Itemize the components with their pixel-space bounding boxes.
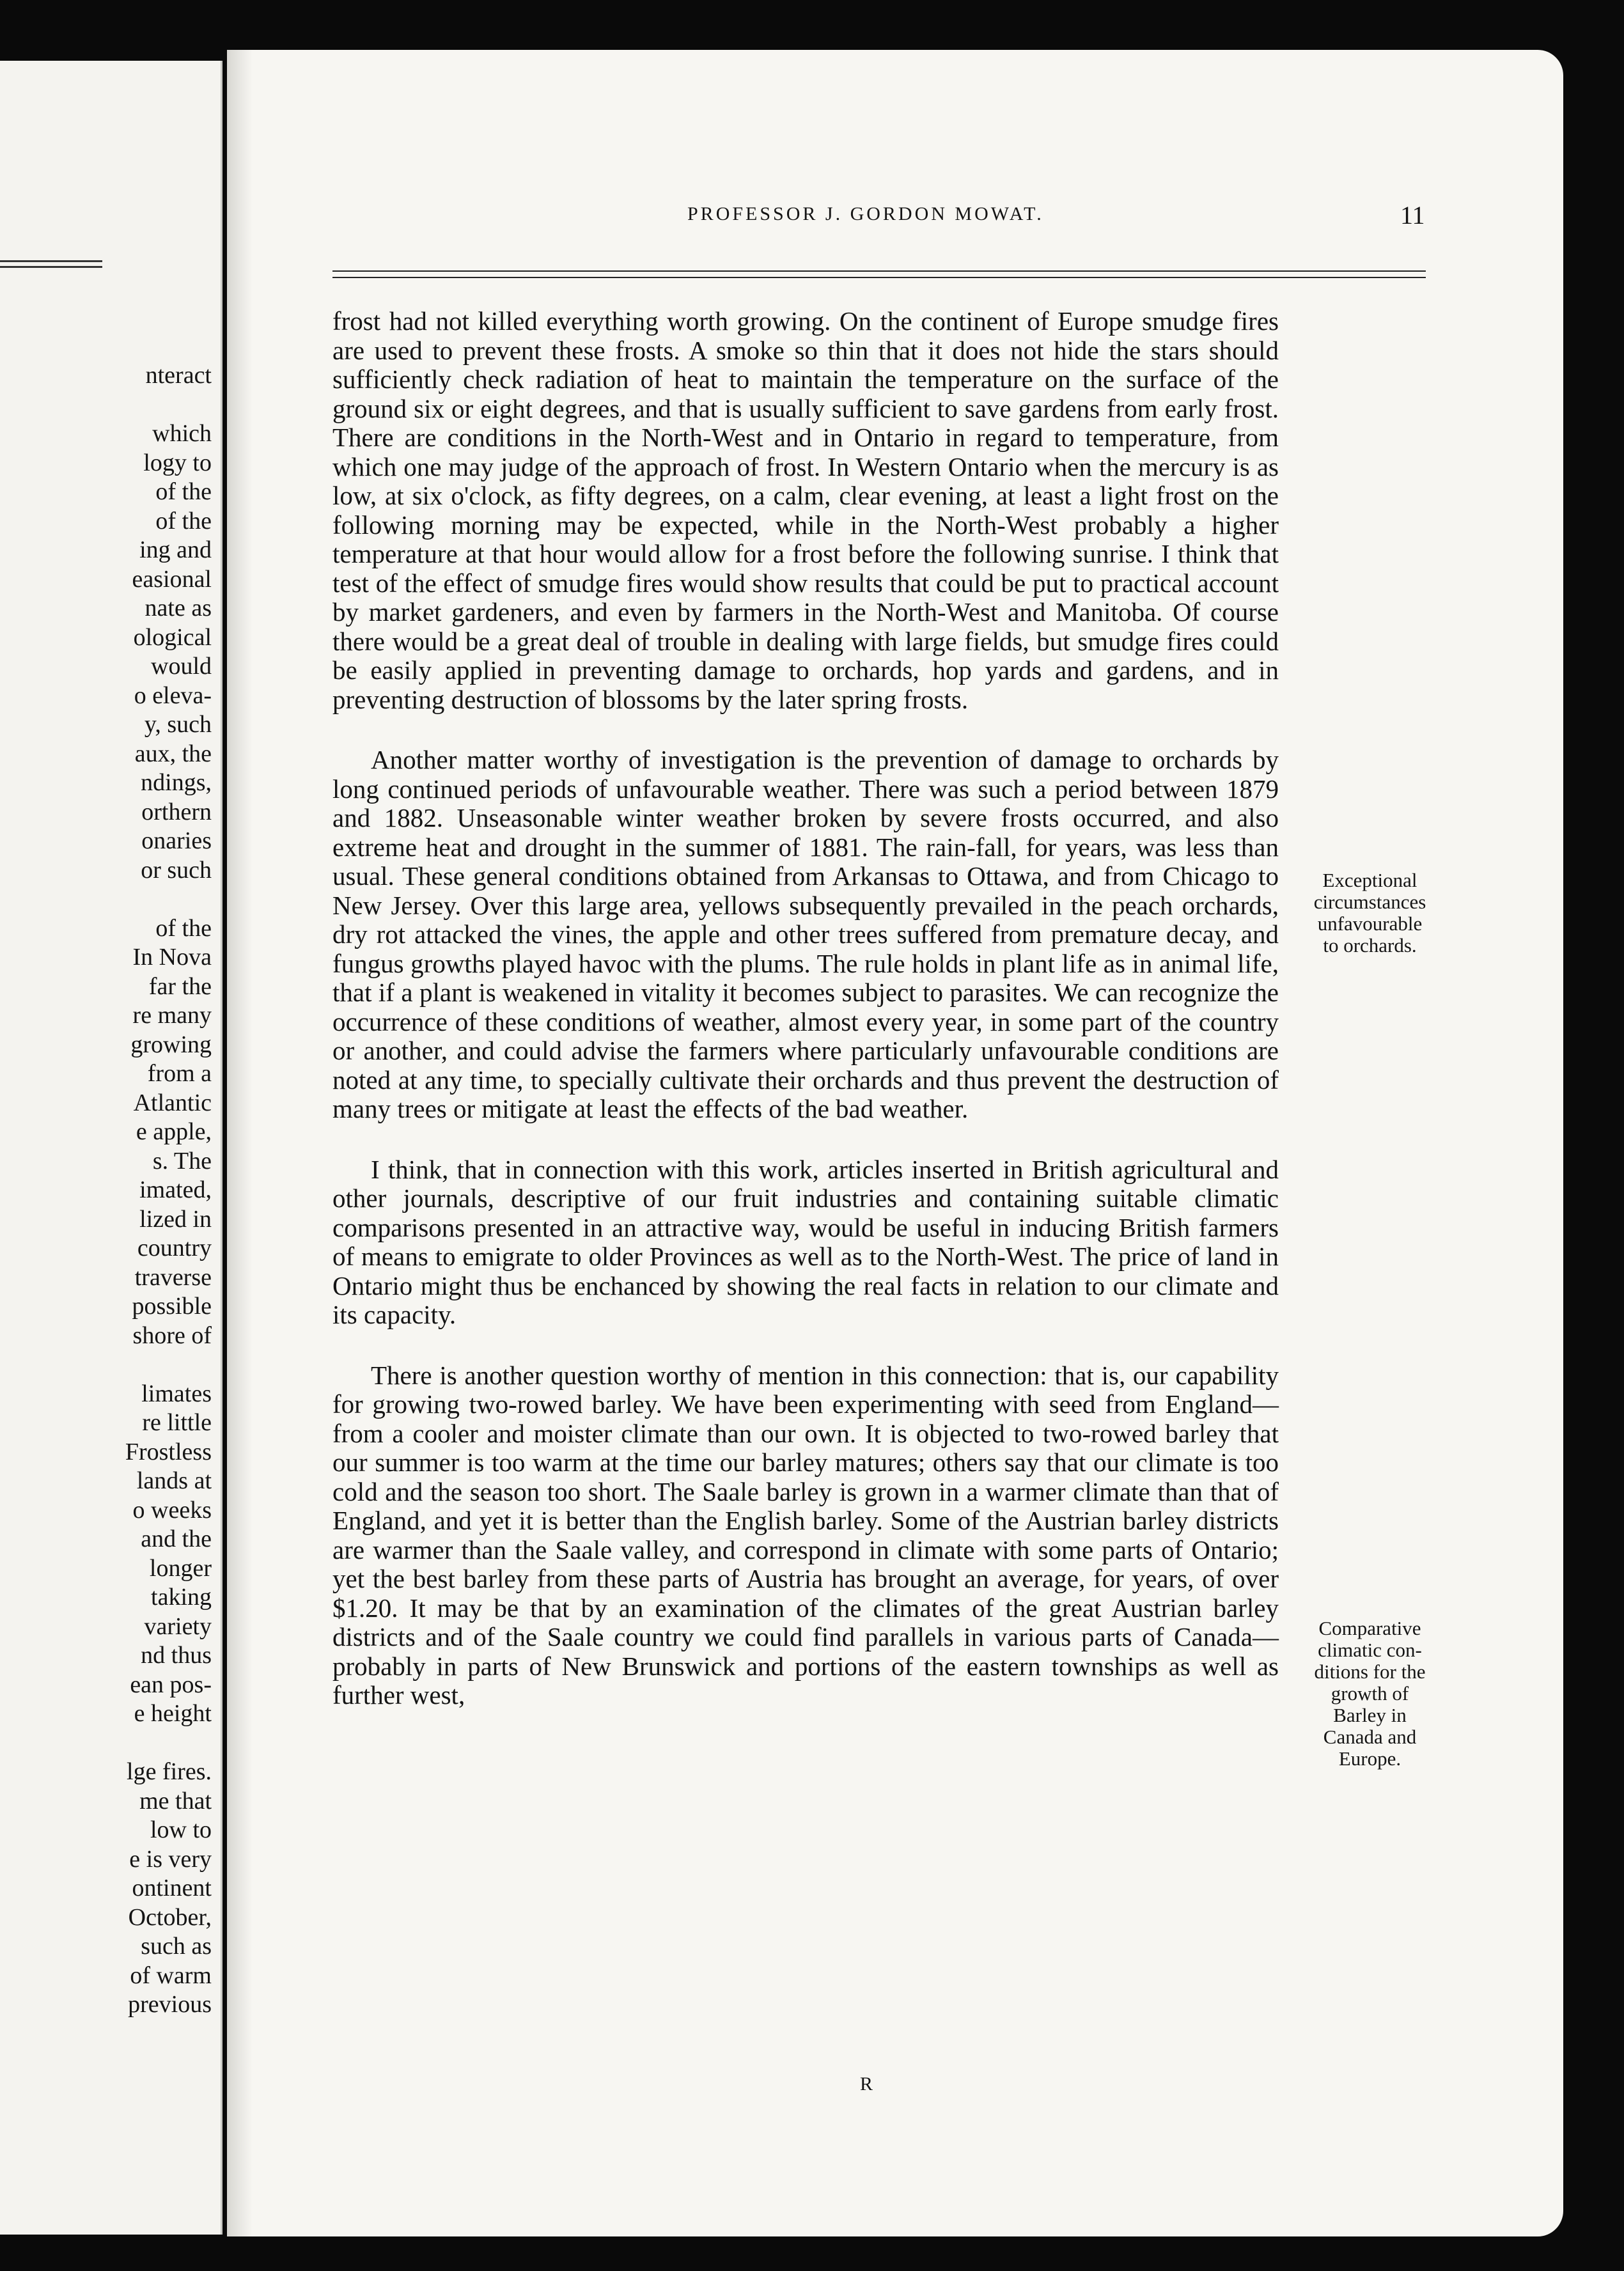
marginal-note-line: circumstances bbox=[1313, 891, 1426, 913]
paragraph: There is another question worthy of mention in this connection: that is, our capability for growing two-rowed barley. We have been experimenting with seed from England—from a cooler and moister climate than our own. It is objected to two-rowed barley that our summer is too warm at the time our barley matures; others say that our climate is too cold and the season too short. The Saale barley is grown in a warmer climate than that of England, and yet it is better than the English barley. Some of the Austrian barley districts are warmer than the Saale valley, and correspond in climate with some parts of Ontario; yet the best barley from these parts of Austria has brought an average, for years, of over $1.20. It may be that by an examination of the climates of the great Austrian barley districts and of the Saale country we could find parallels in various parts of Canada—probably in parts of New Brunswick and portions of the eastern townships as well as further west, bbox=[332, 1360, 1279, 1710]
facing-page-line: easional bbox=[132, 565, 212, 593]
facing-page-line: nd thus bbox=[141, 1642, 212, 1669]
marginal-note-line: climatic con- bbox=[1318, 1639, 1422, 1661]
marginal-note-line: Barley in bbox=[1333, 1704, 1407, 1726]
facing-page-line: traverse bbox=[134, 1263, 212, 1291]
facing-page-line: would bbox=[151, 653, 212, 680]
paragraph: frost had not killed everything worth growing. On the continent of Europe smudge fires are used to prevent these frosts. A smoke so thin that it does not hide the stars should sufficiently check radiation of heat to maintain the temperature on the surface of the ground six or eight degrees, and that is usually sufficient to save gardens from early frost. There are conditions in the North-West and in Ontario in regard to temperature, from which one may judge of the approach of frost. In Western Ontario when the mercury is as low, at six o'clock, as fifty degrees, on a calm, clear evening, at least a light frost on the following morning may be expected, while in the North-West probably a higher temperature at that hour would allow for a frost before the following sunrise. I think that test of the effect of smudge fires would show results that could be put to practical account by market gardeners, and even by farmers in the North-West and Manitoba. Of course there would be a great deal of trouble in dealing with large fields, but smudge fires could be easily applied in preventing damage to orchards, hop yards and gardens, and in preventing destruction of blossoms by the later spring frosts. bbox=[332, 306, 1279, 714]
facing-page-line: Frostless bbox=[125, 1438, 212, 1465]
facing-page-line: longer bbox=[149, 1554, 212, 1582]
marginal-note-line: Europe. bbox=[1338, 1747, 1401, 1770]
marginal-note-line: to orchards. bbox=[1323, 934, 1417, 956]
facing-page-line: of the bbox=[155, 914, 212, 942]
facing-page-line: ing and bbox=[139, 536, 212, 563]
facing-page-line: y, such bbox=[144, 711, 212, 738]
facing-page-line: aux, the bbox=[134, 740, 212, 767]
facing-page-line: o eleva- bbox=[134, 682, 212, 709]
facing-page-line: onaries bbox=[141, 827, 212, 854]
facing-page-line: nteract bbox=[145, 362, 212, 389]
facing-page-line: or such bbox=[141, 856, 212, 884]
facing-page-line: of the bbox=[155, 478, 212, 505]
facing-page-line: and the bbox=[141, 1526, 212, 1552]
facing-page-line: me that bbox=[139, 1787, 212, 1814]
facing-page-line: far the bbox=[148, 972, 212, 1000]
marginal-note-line: growth of bbox=[1331, 1682, 1409, 1705]
gutter-shadow bbox=[227, 50, 253, 2236]
facing-page-line: from a bbox=[147, 1060, 212, 1087]
facing-page-line: e apple, bbox=[136, 1118, 212, 1145]
marginal-note-line: Canada and bbox=[1323, 1726, 1417, 1748]
marginal-note-line: Exceptional bbox=[1322, 869, 1417, 891]
facing-page-fragment bbox=[0, 61, 223, 2235]
facing-page-line: possible bbox=[132, 1293, 212, 1320]
facing-page-line: re little bbox=[142, 1409, 212, 1436]
facing-page-line: re many bbox=[132, 1002, 212, 1029]
facing-page-line: lized in bbox=[139, 1205, 212, 1233]
facing-page-line bbox=[1, 1350, 212, 1380]
facing-page-line: ological bbox=[133, 623, 212, 651]
facing-page-line: variety bbox=[144, 1612, 212, 1640]
facing-page-line: e height bbox=[134, 1700, 212, 1727]
facing-page-text bbox=[1, 361, 212, 2020]
facing-page-line: In Nova bbox=[132, 944, 212, 971]
marginal-note-line: Comparative bbox=[1318, 1617, 1421, 1639]
facing-page-line: ean pos- bbox=[130, 1671, 212, 1698]
marginal-note-comparative bbox=[1285, 1618, 1455, 1770]
running-head: PROFESSOR J. GORDON MOWAT. bbox=[687, 203, 1044, 224]
facing-page-line: ndings, bbox=[141, 769, 212, 796]
marginal-note-line: ditions for the bbox=[1314, 1660, 1426, 1683]
facing-page-line: of the bbox=[155, 507, 212, 535]
body-text bbox=[332, 307, 1279, 1710]
facing-page-line: o weeks bbox=[132, 1496, 212, 1524]
facing-page-line: s. The bbox=[152, 1147, 212, 1175]
facing-page-line: Atlantic bbox=[133, 1089, 212, 1116]
marginal-note-exceptional bbox=[1285, 870, 1455, 956]
paragraph: Another matter worthy of investigation is the prevention of damage to orchards by long continued periods of unfavourable weather. There was such a period between 1879 and 1882. Unseasonable winter weather broken by severe frosts occurred, and also extreme heat and drought in the summer of 1881. The rain-fall, for years, was less than usual. These general conditions obtained from Arkansas to Ottawa, and from Chicago to New Jersey. Over this large area, yellows subsequently prevailed in the peach orchards, dry rot attacked the vines, the apple and other trees suffered from premature decay, and fungus growths played havoc with the plums. The rule holds in plant life as in animal life, that if a plant is weakened in vitality it becomes subject to parasites. We can recognize the occurrence of these conditions of weather, almost every year, in some part of the country or another, and could advise the farmers where particularly unfavourable conditions are noted at any time, to specially cultivate their orchards and thus prevent the destruction of many trees or mitigate at least the effects of the bad weather. bbox=[332, 745, 1279, 1123]
facing-page-line: lge fires. bbox=[127, 1758, 212, 1785]
facing-page-line: taking bbox=[151, 1584, 212, 1611]
facing-page-line: low to bbox=[150, 1816, 212, 1843]
facing-page-line: October, bbox=[128, 1903, 212, 1931]
facing-page-line bbox=[1, 885, 212, 914]
facing-page-line: of warm bbox=[130, 1962, 212, 1989]
facing-page-line: which bbox=[152, 420, 212, 447]
signature-mark: R bbox=[860, 2073, 873, 2095]
facing-page-line: shore of bbox=[132, 1322, 212, 1349]
header-rule bbox=[332, 270, 1426, 278]
book-page bbox=[227, 50, 1563, 2236]
facing-page-line: country bbox=[137, 1235, 212, 1261]
facing-page-line: previous bbox=[128, 1991, 212, 2018]
paragraph: I think, that in connection with this work, articles inserted in British agricultural and other journals, descriptive of our fruit industries and containing suitable climatic comparisons presented in an attractive way, would be useful in inducing British farmers of means to emigrate to older Provinces as well as to the North-West. The price of land in Ontario might thus be enchanced by showing the real facts in relation to our climate and its capacity. bbox=[332, 1154, 1279, 1329]
facing-page-line: such as bbox=[141, 1933, 212, 1960]
facing-page-line bbox=[1, 1729, 212, 1758]
facing-page-line: ontinent bbox=[132, 1875, 212, 1901]
marginal-note-line: unfavourable bbox=[1317, 912, 1423, 935]
facing-page-rule bbox=[0, 260, 102, 268]
facing-page-line: e is very bbox=[129, 1845, 212, 1873]
facing-page-line: growing bbox=[130, 1031, 212, 1058]
facing-page-line: logy to bbox=[143, 449, 212, 476]
page-number: 11 bbox=[1400, 201, 1425, 230]
facing-page-line: limates bbox=[141, 1380, 212, 1407]
facing-page-line: orthern bbox=[141, 798, 212, 825]
facing-page-line bbox=[1, 391, 212, 420]
facing-page-line: lands at bbox=[136, 1467, 212, 1494]
facing-page-line: imated, bbox=[139, 1176, 212, 1203]
facing-page-line: nate as bbox=[144, 595, 212, 621]
